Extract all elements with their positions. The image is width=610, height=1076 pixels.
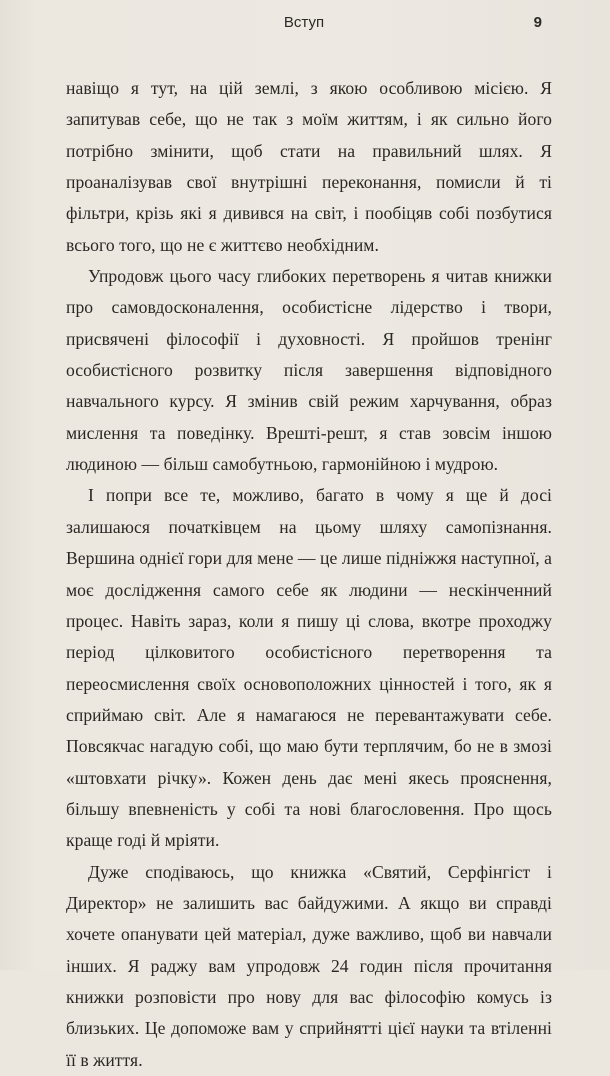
paragraph: Дуже сподіваюсь, що книжка «Святий, Серфінгіст і Директор» не залишить вас байдужими. А якщо ви справді хочете опанувати цей матеріал, дуже важливо, щоб ви навчали інших. Я раджу вам упродовж 24 годин після прочитання книжки розповісти про нову для вас філософію комусь із близьких. Це допоможе вам у сприйнятті цієї науки та втіленні її в життя. [66, 861, 552, 1070]
paragraph: Упродовж цього часу глибоких перетворень я читав книжки про самовдосконалення, особистісне лідерство і твори, присвячені філософії і духовності. Я пройшов тренінг особистісного розвитку після завершення відповідного навчального курсу. Я змінив свій режим харчування, образ мислення та поведінку. Врешті-решт, я став зовсім іншою людиною — більш самобутньою, гармонійною і мудрою. [66, 266, 552, 475]
paragraph-continued: навіщо я тут, на цій землі, з якою особливою місією. Я запитував себе, що не так з моїм життям, і як сильно його потрібно змінити, щоб стати на правильний шлях. Я проаналізував свої внутрішні переконання, помисли й ті фільтри, крізь які я дивився на світ, і пообіцяв собі позбутися всього того, що не є життєво необхідним. [66, 78, 552, 255]
page-number: 9 [533, 14, 542, 31]
running-header [0, 14, 610, 40]
running-title: Вступ [283, 14, 325, 31]
body-text [66, 73, 552, 1076]
paragraph: І попри все те, можливо, багато в чому я ще й досі залишаюся початківцем на цьому шляху самопізнання. Вершина однієї гори для мене — це лише підніжжя наступної, а моє дослідження самого себе як людини — нескінченний процес. Навіть зараз, коли я пишу ці слова, вкотре проходжу період цілковитого особистісного перетворення та переосмислення своїх основоположних цінностей і того, як я сприймаю світ. Але я намагаюся не перевантажувати себе. Повсякчас нагадую собі, що маю бути терплячим, бо не в змозі «штовхати річку». Кожен день дає мені якесь прояснення, більшу впевненість у собі та нові благословення. Про щось краще годі й мріяти. [66, 485, 552, 851]
